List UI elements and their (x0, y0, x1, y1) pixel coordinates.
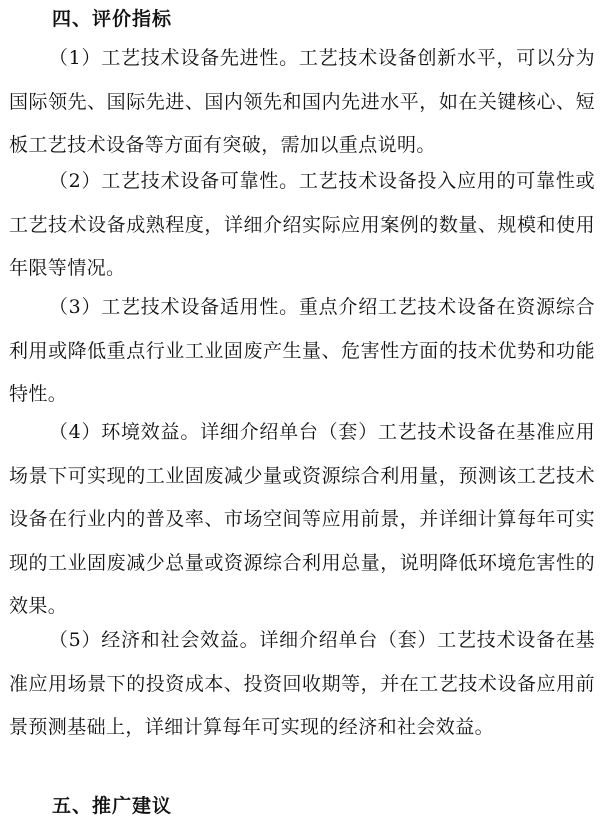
paragraph-reliability: （2）工艺技术设备可靠性。工艺技术设备投入应用的可靠性或工艺技术设备成熟程度，详细介绍实际应用案例的数量、规模和使用年限等情况。 (9, 170, 595, 279)
paragraph-economic-social-benefit: （5）经济和社会效益。详细介绍单台（套）工艺技术设备在基准应用场景下的投资成本、投资回收期等，并在工艺技术设备应用前景预测基础上，详细计算每年可实现的经济和社会效益。 (9, 629, 595, 738)
paragraph-advancement: （1）工艺技术设备先进性。工艺技术设备创新水平，可以分为国际领先、国际先进、国内领先和国内先进水平，如在关键核心、短板工艺技术设备等方面有突破，需加以重点说明。 (9, 47, 595, 156)
paragraph-applicability: （3）工艺技术设备适用性。重点介绍工艺技术设备在资源综合利用或降低重点行业工业固废产生量、危害性方面的技术优势和功能特性。 (9, 296, 595, 405)
paragraph-environmental-benefit: （4）环境效益。详细介绍单台（套）工艺技术设备在基准应用场景下可实现的工业固废减少量或资源综合利用量，预测该工艺技术设备在行业内的普及率、市场空间等应用前景，并详细计算每年可实现的工业固废减少总量或资源综合利用总量，说明降低环境危害性的效果。 (9, 421, 595, 617)
section-heading-promotion-suggestions: 五、推广建议 (52, 795, 173, 817)
section-heading-evaluation-indicators: 四、评价指标 (52, 8, 173, 30)
